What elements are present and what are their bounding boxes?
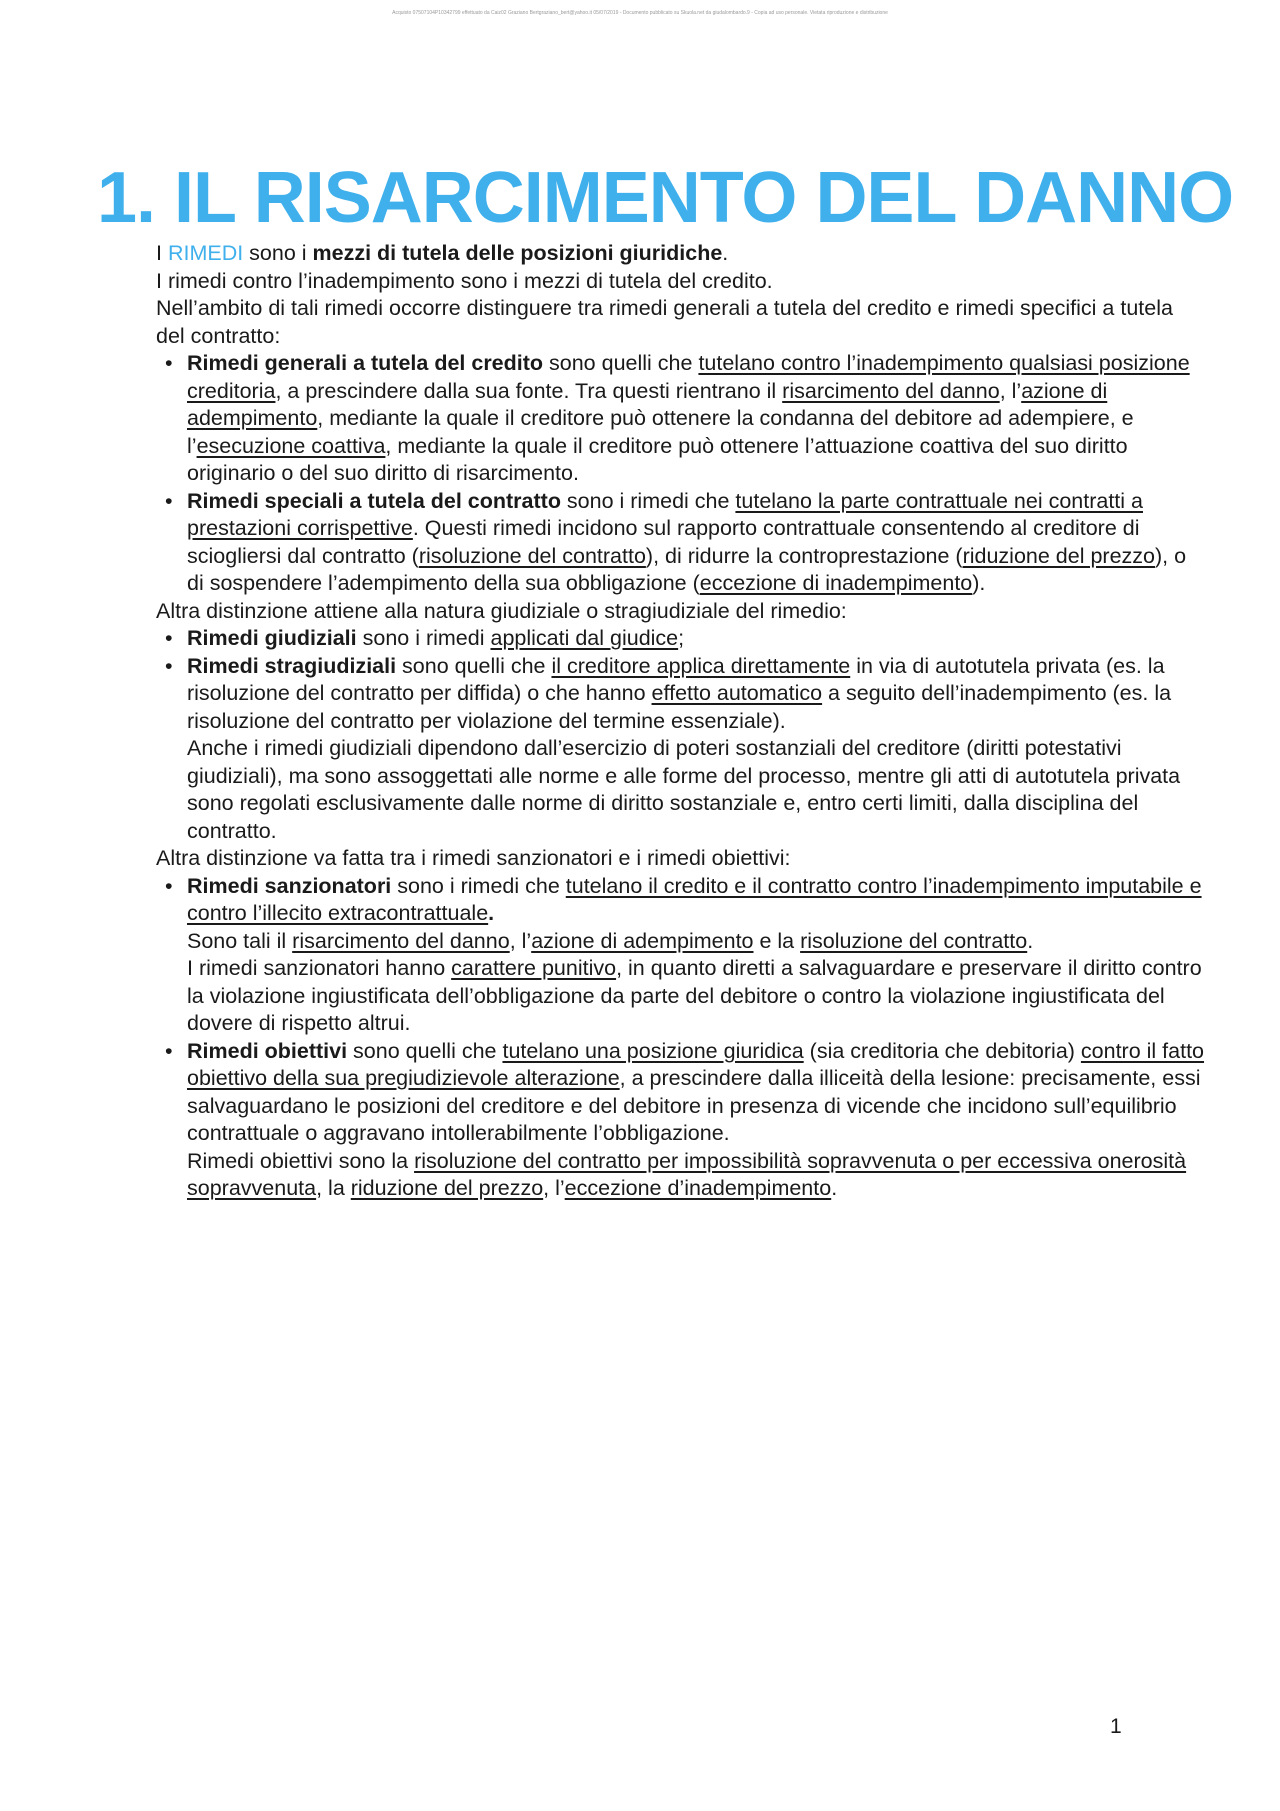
intro-paragraph-1 <box>156 240 1206 268</box>
text-run: I rimedi sanzionatori hanno <box>187 956 452 980</box>
text-run: sono quelli che <box>543 351 699 375</box>
text-run: sono i rimedi che <box>391 873 566 898</box>
underlined-text: risoluzione del contratto <box>800 928 1028 953</box>
paragraph-sanction-distinction: Altra distinzione va fatta tra i rimedi sanzionatori e i rimedi obiettivi: <box>156 846 791 870</box>
underlined-text: il creditore applica direttamente <box>551 653 851 678</box>
underlined-text: effetto automatico <box>651 681 823 705</box>
text-run: . <box>722 241 729 265</box>
underlined-text: azione di adempimento <box>187 378 1108 430</box>
bold-term: Rimedi sanzionatori <box>187 873 392 898</box>
text-run: , in quanto diretti a salvaguardare e preservare il diritto contro la violazione ingiustificata dell’obbligazione da parte del debitore o contro la violazione ingiustificata del dovere di rispetto altrui. <box>187 956 1202 1035</box>
text-run: ). <box>972 571 986 595</box>
text-run: , mediante la quale il creditore può ottenere l’attuazione coattiva del suo diritto originario o del suo diritto di risarcimento. <box>187 433 1128 485</box>
paragraph-judicial-distinction: Altra distinzione attiene alla natura giudiziale o stragiudiziale del rimedio: <box>156 598 847 623</box>
underlined-text: tutelano contro l’inadempimento qualsiasi posizione creditoria <box>187 351 1190 403</box>
list-item <box>187 1038 1206 1203</box>
underlined-text: tutelano la parte contrattuale nei contratti a prestazioni corrispettive <box>187 488 1143 540</box>
text-run: in via di autotutela privata (es. la risoluzione del contratto per diffida) o che hanno <box>187 653 1165 705</box>
underlined-text: riduzione del prezzo <box>962 543 1155 568</box>
underlined-text: eccezione di inadempimento <box>699 571 973 595</box>
underlined-text: risoluzione del contratto per impossibilità sopravvenuta o per eccessiva onerosità sopravvenuta <box>187 1148 1187 1200</box>
underlined-text: tutelano una posizione giuridica <box>502 1038 804 1063</box>
underlined-text: applicati dal giudice <box>490 626 679 650</box>
bold-term: Rimedi speciali a tutela del contratto <box>187 488 561 513</box>
page-number: 1 <box>1110 1715 1122 1738</box>
underlined-text: risarcimento del danno <box>292 928 510 953</box>
text-run: Anche i rimedi giudiziali dipendono dall’esercizio di poteri sostanziali del creditore (diritti potestativi giudiziali), ma sono assoggettati alle norme e alle forme del processo, mentre gli atti di autotutela privata sono regolati esclusivamente dalle norme di diritto sostanziale e, entro certi limiti, dalla disciplina del contratto. <box>187 736 1181 843</box>
text-run: , mediante la quale il creditore può ottenere la condanna del debitore ad adempiere, e l’ <box>187 406 1134 458</box>
underlined-text: azione di adempimento <box>531 928 754 953</box>
underlined-text: esecuzione coattiva <box>196 433 386 458</box>
underlined-text: contro il fatto obiettivo della sua pregiudizievole alterazione <box>187 1038 1205 1090</box>
text-run: , l’ <box>543 1176 565 1200</box>
text-run: (sia creditoria che debitoria) <box>803 1038 1081 1063</box>
text-run: , l’ <box>999 378 1022 403</box>
text-run: , a prescindere dalla illiceità della lesione: precisamente, essi salvaguardano le posizioni del creditore e del debitore in presenza di vicende che incidono sull’equilibrio contrattuale o aggravano intollerabilmente l’obbligazione. <box>187 1066 1201 1145</box>
page-title: 1. IL RISARCIMENTO DEL DANNO <box>97 158 1234 238</box>
bullet-list-sanction-objective <box>156 873 1206 1203</box>
bold-term: Rimedi obiettivi <box>187 1038 348 1063</box>
text-run: sono quelli che <box>347 1038 503 1063</box>
bold-term: mezzi di tutela delle posizioni giuridiche <box>312 241 723 265</box>
intro-paragraph-2: I rimedi contro l’inadempimento sono i mezzi di tutela del credito. <box>156 268 773 293</box>
text-run: . <box>488 901 495 925</box>
text-run: . <box>1027 928 1034 953</box>
bold-term: Rimedi giudiziali <box>187 626 357 650</box>
list-item <box>187 625 1206 653</box>
text-run: sono i rimedi <box>356 626 491 650</box>
bullet-list-judicial <box>156 625 1206 845</box>
highlighted-term: RIMEDI <box>167 241 244 265</box>
document-body <box>156 240 1206 1203</box>
list-item <box>187 653 1206 846</box>
underlined-text: tutelano il credito e il contratto contro l’inadempimento imputabile e contro l’illecito extracontrattuale <box>187 873 1202 925</box>
text-run: e la <box>753 928 801 953</box>
underlined-text: risoluzione del contratto <box>418 543 646 568</box>
bold-term: Rimedi generali a tutela del credito <box>187 351 544 375</box>
text-run: ; <box>678 626 685 650</box>
text-run: sono quelli che <box>396 653 552 678</box>
underlined-text: eccezione d’inadempimento <box>564 1176 832 1200</box>
text-run: I <box>156 241 168 265</box>
text-run: sono i rimedi che <box>560 488 736 513</box>
text-run: , la <box>316 1176 351 1200</box>
underlined-text: carattere punitivo <box>451 956 617 980</box>
text-run: Rimedi obiettivi sono la <box>187 1148 415 1173</box>
bold-term: Rimedi stragiudiziali <box>187 653 397 678</box>
bullet-list-general-special <box>156 350 1206 598</box>
text-run: , a prescindere dalla sua fonte. Tra questi rientrano il <box>275 378 783 403</box>
list-item <box>187 350 1206 488</box>
list-item <box>187 873 1206 1038</box>
underlined-text: risarcimento del danno <box>782 378 1000 403</box>
text-run: a seguito dell’inadempimento (es. la risoluzione del contratto per violazione del termine essenziale). <box>187 681 1172 733</box>
text-run: , l’ <box>509 928 532 953</box>
text-run: Sono tali il <box>187 928 293 953</box>
underlined-text: riduzione del prezzo <box>350 1176 544 1200</box>
text-run: . <box>831 1176 838 1200</box>
watermark-text: Acquisto 07507104P10342799 effettuato da Caiz02 Graziano Bertgraziano_bert@yahoo.it 05/07/2019 - Documento pubblicato su Skuola.net da giudalombardo.9 - Copia ad uso personale. Vietata riproduzione e distribuzione <box>392 10 888 16</box>
text-run: ), di ridurre la controprestazione ( <box>645 543 963 568</box>
text-run: . Questi rimedi incidono sul rapporto contrattuale consentendo al creditore di sciogliersi dal contratto ( <box>187 516 1140 568</box>
intro-paragraph-3: Nell’ambito di tali rimedi occorre distinguere tra rimedi generali a tutela del credito e rimedi specifici a tutela del contratto: <box>156 296 1173 348</box>
list-item <box>187 488 1206 598</box>
text-run: sono i <box>243 241 313 265</box>
text-run: ), o di sospendere l’adempimento della sua obbligazione ( <box>187 543 1187 595</box>
